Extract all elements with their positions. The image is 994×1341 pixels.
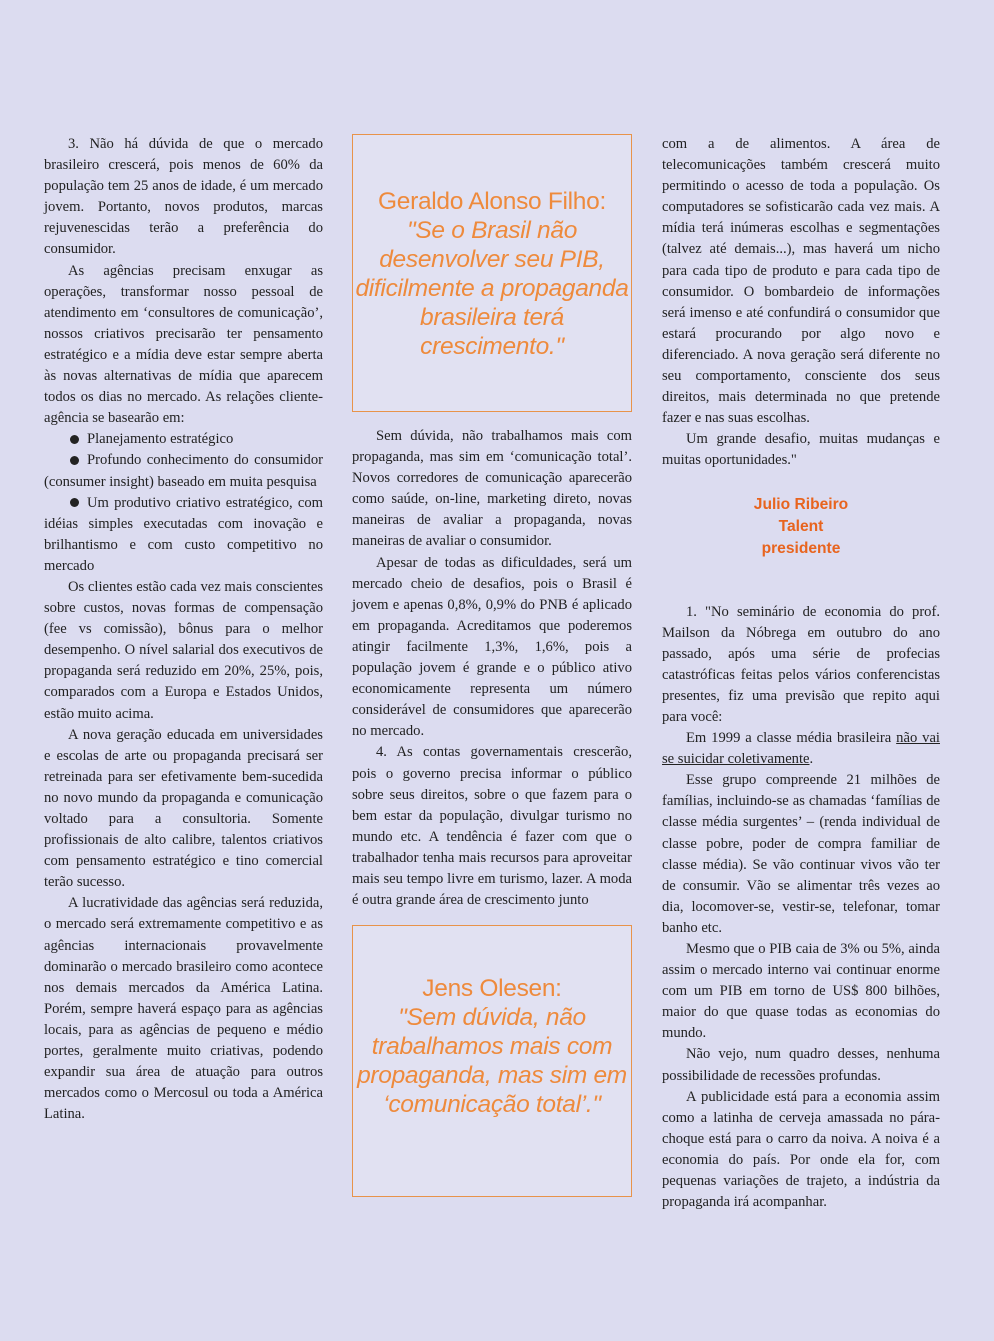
paragraph: 4. As contas governamentais crescerão, pois o governo precisa informar o público sobre seus direitos, sobre o que fazem para o bem estar da população, divulgar turismo no mundo etc. A tendência é fazer com que o trabalhador tenha mais recursos para aproveitar mais seu tempo livre em turismo, lazer. A moda é outra grande área de crescimento junto	[352, 744, 632, 909]
column-left	[44, 134, 323, 1125]
bullet-item: Um produtivo criativo estratégico, com idéias simples executadas com inovação e brilhantismo e com custo competitivo no mercado	[44, 494, 323, 574]
paragraph: Esse grupo compreende 21 milhões de famílias, incluindo-se as chamadas ‘famílias de classe média surgentes’ – (renda individual de classe pobre, poder de compra familiar de classe média). Se vão continuar vivos vão ter de consumir. Vão se alimentar três vezes ao dia, locomover-se, vestir-se, telefonar, tomar banho etc.	[662, 772, 940, 936]
quote-author: Jens Olesen:	[422, 975, 562, 1003]
quote-author: Geraldo Alonso Filho:	[378, 188, 606, 215]
paragraph: Apesar de todas as dificuldades, será um mercado cheio de desafios, pois o Brasil é jovem e apenas 0,8%, 0,9% do PNB é aplicado em propaganda. Acreditamos que poderemos atingir facilmente 1,3%, 1,6%, pois a população jovem é grande e o público ativo economicamente representa um número considerável de consumidores que aparecerão no mercado.	[352, 554, 632, 740]
column-middle	[352, 134, 632, 1197]
paragraph: A publicidade está para a economia assim como a latinha de cerveja amassada no pára-choque está para o carro da noiva. A noiva é a economia do país. Por onde ela for, com pequenas variações de trajeto, a indústria da propaganda irá acompanhar.	[662, 1088, 940, 1211]
paragraph: Um grande desafio, muitas mudanças e muitas oportunidades."	[662, 431, 940, 469]
bullet-icon	[70, 456, 79, 465]
paragraph: Os clientes estão cada vez mais conscientes sobre custos, novas formas de compensação (fee vs comissão), bônus para o melhor desempenho. O nível salarial dos executivos de propaganda será reduzido em 20%, 25%, pois, comparados com a Europa e Estados Unidos, estão muito acima.	[44, 578, 323, 722]
paragraph: Não vejo, num quadro desses, nenhuma possibilidade de recessões profundas.	[662, 1046, 940, 1084]
bullet-icon	[70, 498, 79, 507]
signature-role: presidente	[761, 539, 841, 557]
paragraph: 3. Não há dúvida de que o mercado brasileiro crescerá, pois menos de 60% da população tem 25 anos de idade, é um mercado jovem. Portanto, novos produtos, marcas rejuvenescidas terão a preferência do consumidor.	[44, 136, 323, 258]
signature-name: Julio Ribeiro	[753, 495, 849, 513]
bullet-item: Planejamento estratégico	[44, 429, 323, 450]
paragraph: com a de alimentos. A área de telecomunicações também crescerá muito permitindo o acesso de toda a população. Os computadores se sofisticarão cada vez mais. A mídia terá inúmeras escolhas e segmentações (talvez até demais...), mas haverá um nicho para cada tipo de produto e para cada tipo de consumidor. O bombardeio de informações será imenso e até confundirá o consumidor que estará procurando por algo novo e diferenciado. A nova geração será diferente no seu comportamento, consciente dos seus direitos, mais determinada no que pretende fazer e nas suas escolhas.	[662, 136, 940, 427]
signature-block	[662, 494, 940, 560]
paragraph: As agências precisam enxugar as operações, transformar nosso pessoal de atendimento em ‘consultores de comunicação’, nossos criativos precisarão ter pensamento estratégico e a mídia deve estar sempre aberta às novas alternativas de mídia que aparecem todos os dias no mercado. As relações cliente-agência se basearão em:	[44, 262, 323, 427]
paragraph: 1. "No seminário de economia do prof. Mailson da Nóbrega em outubro do ano passado, após uma série de profecias catastróficas feitas pelos vários conferencistas presentes, fiz uma previsão que repito aqui para você:	[662, 603, 940, 725]
bullet-icon	[70, 435, 79, 444]
underlined-phrase: não vai se suicidar coletivamente	[662, 730, 940, 768]
signature-company: Talent	[778, 517, 824, 535]
paragraph: Em 1999 a classe média brasileira não vai se suicidar coletivamente.	[662, 730, 940, 768]
pull-quote-box	[352, 925, 632, 1197]
column-right	[662, 134, 940, 1213]
paragraph: Sem dúvida, não trabalhamos mais com propaganda, mas sim em ‘comunicação total’. Novos corredores de comunicação aparecerão como saúde, on-line, marketing direto, novas maneiras de avaliar a propaganda, novas maneiras de avaliar o consumidor.	[352, 428, 632, 550]
quote-text: "Se o Brasil não desenvolver seu PIB, dificilmente a propaganda brasileira terá crescimento."	[355, 217, 629, 360]
quote-text: "Sem dúvida, não trabalhamos mais com propaganda, mas sim em ‘comunicação total’."	[357, 1004, 627, 1119]
paragraph: A lucratividade das agências será reduzida, o mercado será extremamente competitivo e as agências internacionais provavelmente dominarão o mercado brasileiro como acontece nos demais mercados da América Latina. Porém, sempre haverá espaço para as agências locais, para as agências de pequeno e médio portes, geralmente muito criativas, podendo expandir sua área de atuação para outros mercados como o Mercosul ou toda a América Latina.	[44, 895, 323, 1123]
paragraph: A nova geração educada em universidades e escolas de arte ou propaganda precisará ser retreinada para ser efetivamente bem-sucedida no novo mundo da propaganda e comunicação voltado para a consultoria. Somente profissionais de alto calibre, talentos criativos com pensamento estratégico e tino comercial terão sucesso.	[44, 726, 323, 891]
paragraph: Mesmo que o PIB caia de 3% ou 5%, ainda assim o mercado interno vai continuar enorme com um PIB em torno de US$ 800 bilhões, maior do que quase todas as economias do mundo.	[662, 941, 940, 1042]
bullet-item: Profundo conhecimento do consumidor (consumer insight) baseado em muita pesquisa	[44, 452, 323, 490]
pull-quote-box	[352, 134, 632, 412]
